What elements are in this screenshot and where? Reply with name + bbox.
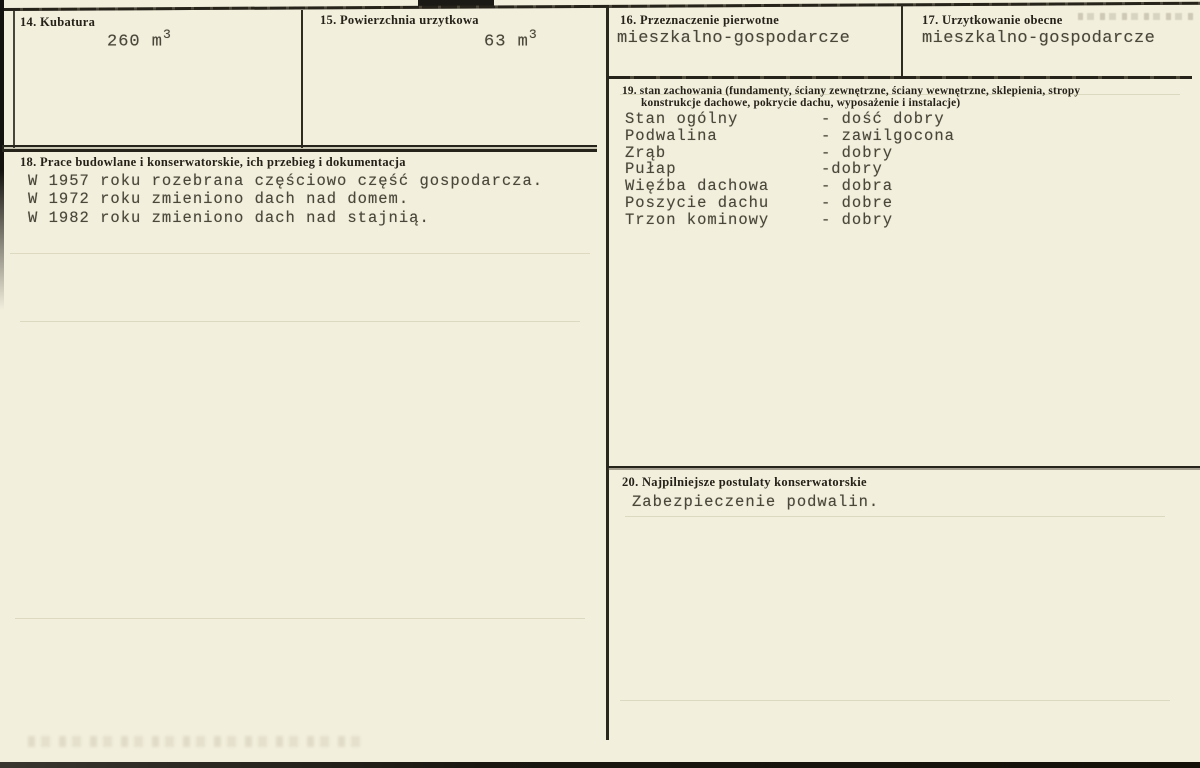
field-18-entry: W 1982 roku zmieniono dach nad stajnią. <box>28 208 430 227</box>
condition-name: Podwalina <box>625 126 718 145</box>
bleed-through-text <box>28 736 363 747</box>
field-15-label <box>320 13 479 28</box>
condition-value: - dobry <box>821 210 894 229</box>
field-16-value: mieszkalno-gospodarcze <box>617 29 851 48</box>
field-16-title: Przeznaczenie pierwotne <box>639 13 780 27</box>
field-19-rows <box>625 111 955 229</box>
condition-value: - dość dobry <box>821 110 945 128</box>
field-16-number: 16. <box>620 13 637 27</box>
field-19-label-line2: konstrukcje dachowe, pokrycie dachu, wyposażenie i instalacje) <box>641 97 961 109</box>
field-20-label <box>622 475 867 490</box>
field-18-label <box>20 155 406 170</box>
field-15-value <box>484 28 538 52</box>
rule-center-vertical <box>606 6 609 740</box>
field-19-number: 19. <box>622 85 637 97</box>
condition-name: Trzon kominowy <box>625 210 770 229</box>
field-14-value-text: 260 m <box>107 32 164 52</box>
field-15-number: 15. <box>320 13 337 27</box>
field-17-title: Urzytkowanie obecne <box>941 13 1063 27</box>
field-17-number: 17. <box>922 13 939 27</box>
rule-between-19-20 <box>608 466 1200 470</box>
field-15-value-sup: 3 <box>528 27 538 42</box>
condition-name: Poszycie dachu <box>625 193 770 212</box>
field-15-value-text: 63 m <box>484 32 529 52</box>
scan-streak <box>625 516 1165 517</box>
field-20-value: Zabezpieczenie podwalin. <box>632 493 880 511</box>
field-15-title: Powierzchnia urzytkowa <box>339 13 479 27</box>
field-17-label <box>922 13 1063 28</box>
condition-row <box>625 145 955 162</box>
condition-name: Zrąb <box>625 143 667 162</box>
rule-below-14-15 <box>2 145 597 152</box>
scan-streak <box>620 700 1170 701</box>
field-16-label <box>620 13 779 28</box>
condition-row <box>625 111 955 128</box>
field-14-value <box>107 28 172 52</box>
field-18-entry: W 1957 roku rozebrana częściowo część gospodarcza. <box>28 172 544 190</box>
pencil-note-smudge <box>1078 13 1196 20</box>
field-14-value-sup: 3 <box>163 27 172 42</box>
field-19-label-line1 <box>622 85 1080 97</box>
field-20-number: 20. <box>622 475 639 489</box>
condition-row <box>625 178 955 195</box>
rule-below-16-17 <box>608 76 1192 79</box>
condition-name: Pułap <box>625 160 677 179</box>
condition-row <box>625 161 955 178</box>
field-14-label <box>20 15 95 30</box>
rule-left-border <box>13 11 15 148</box>
field-17-value: mieszkalno-gospodarcze <box>922 29 1156 48</box>
scan-streak <box>20 321 580 322</box>
field-18-entries <box>28 172 543 227</box>
rule-between-14-15 <box>301 10 303 148</box>
scan-streak <box>10 253 590 254</box>
condition-row <box>625 195 955 212</box>
condition-value: -dobry <box>821 160 883 179</box>
condition-row <box>625 212 955 229</box>
condition-name: Więźba dachowa <box>625 177 770 196</box>
field-18-title: Prace budowlane i konserwatorskie, ich przebieg i dokumentacja <box>39 155 406 169</box>
scan-edge-left <box>0 0 4 310</box>
condition-row <box>625 128 955 145</box>
scan-edge-bottom <box>0 762 1200 768</box>
scan-streak <box>15 618 585 619</box>
condition-value: - dobra <box>821 177 894 196</box>
rule-top <box>4 2 1200 11</box>
field-18-entry: W 1972 roku zmieniono dach nad domem. <box>28 190 410 209</box>
field-18-number: 18. <box>20 155 37 169</box>
condition-value: - dobry <box>821 143 894 162</box>
condition-value: - dobre <box>821 193 894 212</box>
rule-between-16-17 <box>901 5 903 78</box>
condition-value: - zawilgocona <box>821 126 955 145</box>
condition-name: Stan ogólny <box>625 110 739 128</box>
field-19-title-line1: stan zachowania (fundamenty, ściany zewnętrzne, ściany wewnętrzne, sklepienia, stropy <box>639 85 1081 97</box>
field-14-title: Kubatura <box>39 15 96 29</box>
field-20-title: Najpilniejsze postulaty konserwatorskie <box>641 475 867 489</box>
field-14-number: 14. <box>20 15 37 29</box>
